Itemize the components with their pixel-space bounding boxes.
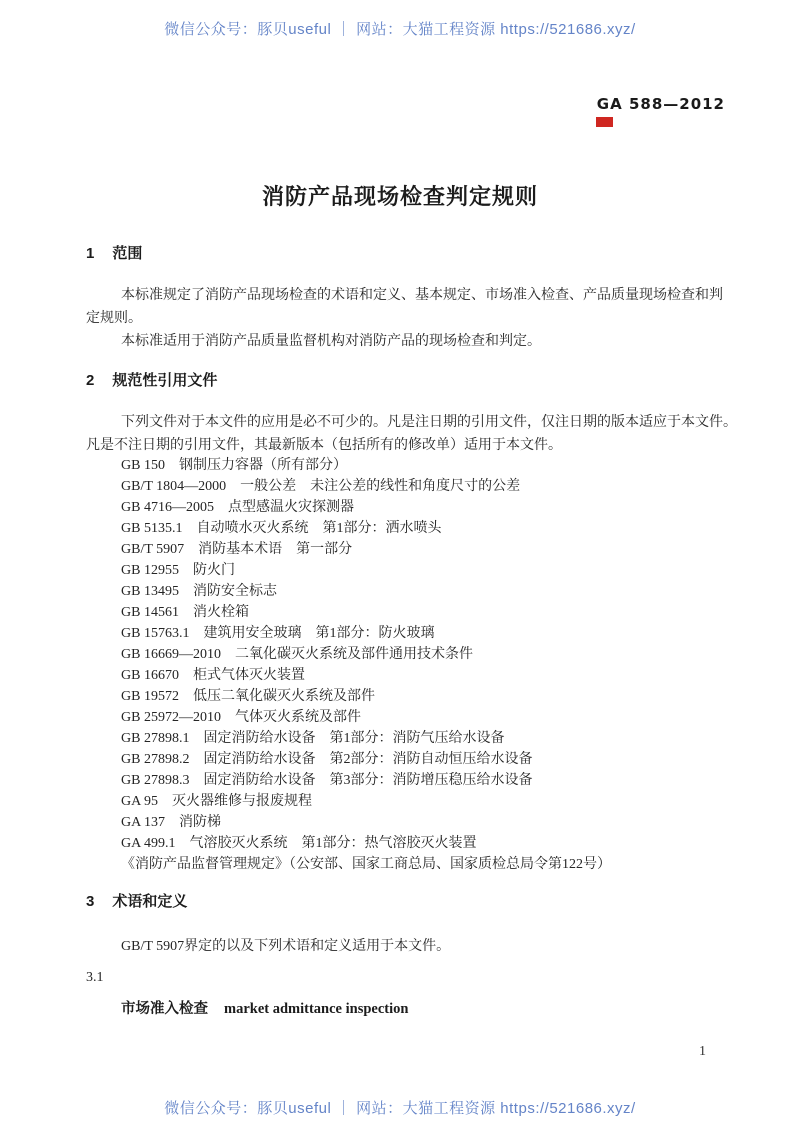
reference-item: GA 137 消防梯 — [121, 815, 221, 830]
paragraph-line: 定规则。 — [86, 311, 142, 326]
reference-item: GB 25972—2010 气体灭火系统及部件 — [121, 710, 361, 725]
paragraph-line: 本标准规定了消防产品现场检查的术语和定义、基本规定、市场准入检查、产品质量现场检查和判 — [121, 288, 723, 303]
section-heading-terms-definitions — [86, 892, 734, 912]
scope-paragraph-1 — [86, 284, 734, 353]
reference-item: GB 27898.3 固定消防给水设备 第3部分：消防增压稳压给水设备 — [121, 773, 533, 788]
section-label: 规范性引用文件 — [112, 372, 218, 389]
reference-item: GB 12955 防火门 — [121, 563, 235, 578]
section-number: 3 — [86, 893, 95, 910]
standard-number: GA 588—2012 — [596, 95, 725, 113]
reference-item: GA 95 灭火器维修与报废规程 — [121, 794, 312, 809]
section-label: 范围 — [112, 245, 143, 262]
section-heading-scope — [86, 244, 734, 264]
reference-item: GB 14561 消火栓箱 — [121, 605, 249, 620]
reference-item: GB 150 钢制压力容器（所有部分） — [121, 458, 347, 473]
paragraph-line: 凡是不注日期的引用文件，其最新版本（包括所有的修改单）适用于本文件。 — [86, 438, 562, 453]
section-label: 术语和定义 — [112, 893, 188, 910]
paragraph-line: GB/T 5907界定的以及下列术语和定义适用于本文件。 — [121, 939, 451, 954]
document-body — [86, 0, 737, 1021]
reference-item: GB/T 1804—2000 一般公差 未注公差的线性和角度尺寸的公差 — [121, 479, 521, 494]
watermark-top: 微信公众号：豚贝useful ｜ 网站：大猫工程资源 https://521686.xyz/ — [164, 21, 636, 38]
document-title: 消防产品现场检查判定规则 — [261, 184, 538, 209]
term-english: market admittance inspection — [224, 1001, 409, 1017]
reference-item: GB 27898.2 固定消防给水设备 第2部分：消防自动恒压给水设备 — [121, 752, 533, 767]
term-definition-heading — [86, 998, 734, 1021]
reference-item: 《消防产品监督管理规定》（公安部、国家工商总局、国家质检总局令第122号） — [121, 857, 611, 872]
reference-item: GB 13495 消防安全标志 — [121, 584, 277, 599]
subsection-number: 3.1 — [86, 970, 104, 985]
reference-item: GB 16669—2010 二氧化碳灭火系统及部件通用技术条件 — [121, 647, 473, 662]
reference-item: GB/T 5907 消防基本术语 第一部分 — [121, 542, 353, 557]
reference-item: GA 499.1 气溶胶灭火系统 第1部分：热气溶胶灭火装置 — [121, 836, 477, 851]
section-number: 2 — [86, 372, 95, 389]
references-intro-paragraph — [86, 411, 737, 457]
section-heading-normative-references — [86, 371, 734, 391]
reference-item: GB 15763.1 建筑用安全玻璃 第1部分：防火玻璃 — [121, 626, 435, 641]
page-number: 1 — [699, 1044, 706, 1059]
reference-item: GB 4716—2005 点型感温火灾探测器 — [121, 500, 354, 515]
reference-list — [86, 455, 734, 875]
term-chinese: 市场准入检查 — [121, 1001, 208, 1017]
terms-intro-paragraph — [86, 935, 734, 958]
section-number: 1 — [86, 245, 95, 262]
paragraph-line: 下列文件对于本文件的应用是必不可少的。凡是注日期的引用文件，仅注日期的版本适应于本文件。 — [121, 415, 737, 430]
paragraph-line: 本标准适用于消防产品质量监督机构对消防产品的现场检查和判定。 — [121, 334, 541, 349]
reference-item: GB 19572 低压二氧化碳灭火系统及部件 — [121, 689, 375, 704]
reference-item: GB 16670 柜式气体灭火装置 — [121, 668, 305, 683]
reference-item: GB 5135.1 自动喷水灭火系统 第1部分：洒水喷头 — [121, 521, 442, 536]
reference-item: GB 27898.1 固定消防给水设备 第1部分：消防气压给水设备 — [121, 731, 505, 746]
watermark-bottom: 微信公众号：豚贝useful ｜ 网站：大猫工程资源 https://521686.xyz/ — [164, 1100, 636, 1117]
